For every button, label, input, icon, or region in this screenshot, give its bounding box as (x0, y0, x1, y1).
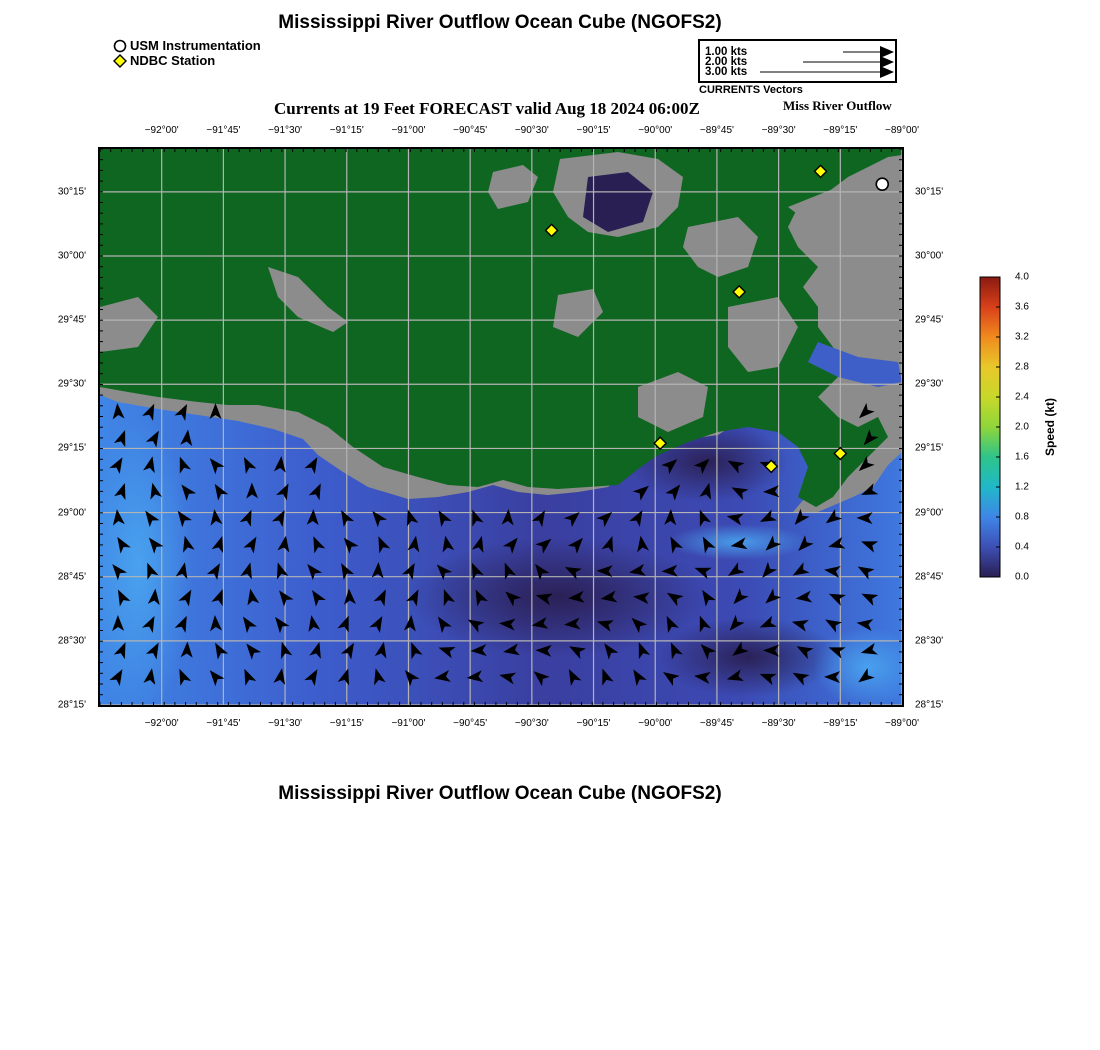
lat-tick-label-right: 30°00' (915, 250, 944, 262)
lat-tick-label-left: 28°15' (57, 699, 86, 711)
lat-tick-label-left: 29°45' (57, 314, 86, 326)
lat-tick-label-right: 30°15' (915, 186, 944, 198)
vector-key-row-1: 1.00 kts (705, 46, 748, 58)
lon-tick-label-bottom: −91°30' (268, 718, 303, 729)
lat-tick-label-right: 28°15' (915, 699, 944, 711)
colorbar-tick-label: 4.0 (1015, 271, 1029, 283)
lon-tick-label-bottom: −89°45' (699, 718, 734, 729)
lat-tick-label-right: 28°30' (915, 635, 944, 647)
lat-tick-label-left: 30°15' (57, 186, 86, 198)
lat-tick-label-right: 29°45' (915, 314, 944, 326)
usm-station-marker (876, 178, 888, 190)
lat-tick-label-left: 29°00' (57, 507, 86, 519)
colorbar-tick-label: 3.6 (1015, 301, 1029, 313)
lon-tick-label-bottom: −89°30' (761, 718, 796, 729)
lon-tick-label-bottom: −89°15' (823, 718, 858, 729)
lon-tick-label-top: −91°30' (268, 125, 303, 136)
lon-tick-label-top: −91°15' (329, 125, 364, 136)
colorbar-tick-label: 2.0 (1015, 421, 1029, 433)
lon-tick-label-top: −90°15' (576, 125, 611, 136)
lat-tick-label-right: 28°45' (915, 571, 944, 583)
lat-tick-label-right: 29°00' (915, 507, 944, 519)
lon-tick-label-top: −92°00' (144, 125, 179, 136)
speed-colorbar (978, 275, 1002, 579)
lon-tick-label-bottom: −91°00' (391, 718, 426, 729)
slow-water-patch (658, 617, 838, 697)
map-subtitle: Currents at 19 Feet FORECAST valid Aug 18 2024 06:00Z (274, 99, 700, 118)
lon-tick-label-top: −90°00' (638, 125, 673, 136)
lon-tick-label-top: −90°45' (453, 125, 488, 136)
lat-tick-label-left: 28°30' (57, 635, 86, 647)
colorbar-tick-label: 1.2 (1015, 481, 1029, 493)
lon-tick-label-bottom: −90°45' (453, 718, 488, 729)
current-speed-map (98, 147, 904, 707)
lon-tick-label-top: −91°45' (206, 125, 241, 136)
vector-key-caption: CURRENTS Vectors (699, 84, 803, 96)
lon-tick-label-bottom: −89°00' (885, 718, 919, 729)
legend-ndbc (113, 53, 215, 68)
colorbar-tick-label: 0.8 (1015, 511, 1029, 523)
legend-usm-label: USM Instrumentation (130, 38, 261, 53)
colorbar-label: Speed (kt) (1043, 397, 1057, 457)
lon-tick-label-top: −91°00' (391, 125, 426, 136)
lat-tick-label-left: 28°45' (57, 571, 86, 583)
lon-tick-label-bottom: −91°15' (329, 718, 364, 729)
lon-tick-label-bottom: −91°45' (206, 718, 241, 729)
lon-tick-label-bottom: −90°30' (514, 718, 549, 729)
second-figure-title: Mississippi River Outflow Ocean Cube (NGOFS2) (278, 783, 722, 804)
region-label: Miss River Outflow (783, 98, 892, 113)
lat-tick-label-left: 29°30' (57, 378, 86, 390)
lat-tick-label-right: 29°30' (915, 378, 944, 390)
colorbar-tick-label: 1.6 (1015, 451, 1029, 463)
colorbar-tick-label: 0.0 (1015, 571, 1029, 583)
lon-tick-label-top: −89°30' (761, 125, 796, 136)
ndbc-marker-icon (113, 54, 127, 68)
usm-marker-icon (113, 39, 127, 53)
figure-title: Mississippi River Outflow Ocean Cube (NGOFS2) (278, 12, 722, 33)
lon-tick-label-top: −89°45' (699, 125, 734, 136)
lat-tick-label-right: 29°15' (915, 442, 944, 454)
lon-tick-label-bottom: −92°00' (144, 718, 179, 729)
colorbar-tick-label: 2.8 (1015, 361, 1029, 373)
vector-key-arrows (700, 41, 895, 81)
vector-key (698, 39, 897, 83)
lat-tick-label-left: 30°00' (57, 250, 86, 262)
colorbar-tick-label: 2.4 (1015, 391, 1029, 403)
lon-tick-label-bottom: −90°00' (638, 718, 673, 729)
colorbar-tick-label: 3.2 (1015, 331, 1029, 343)
lon-tick-label-top: −89°15' (823, 125, 858, 136)
vector-key-row-2: 2.00 kts (705, 56, 748, 68)
lat-tick-label-left: 29°15' (57, 442, 86, 454)
vector-key-row-3: 3.00 kts (705, 66, 748, 78)
colorbar-tick-label: 0.4 (1015, 541, 1029, 553)
lon-tick-label-top: −89°00' (885, 125, 919, 136)
lon-tick-label-bottom: −90°15' (576, 718, 611, 729)
legend-usm (113, 38, 261, 53)
legend-ndbc-label: NDBC Station (130, 53, 216, 68)
slow-water-patch (408, 537, 708, 657)
lon-tick-label-top: −90°30' (514, 125, 549, 136)
